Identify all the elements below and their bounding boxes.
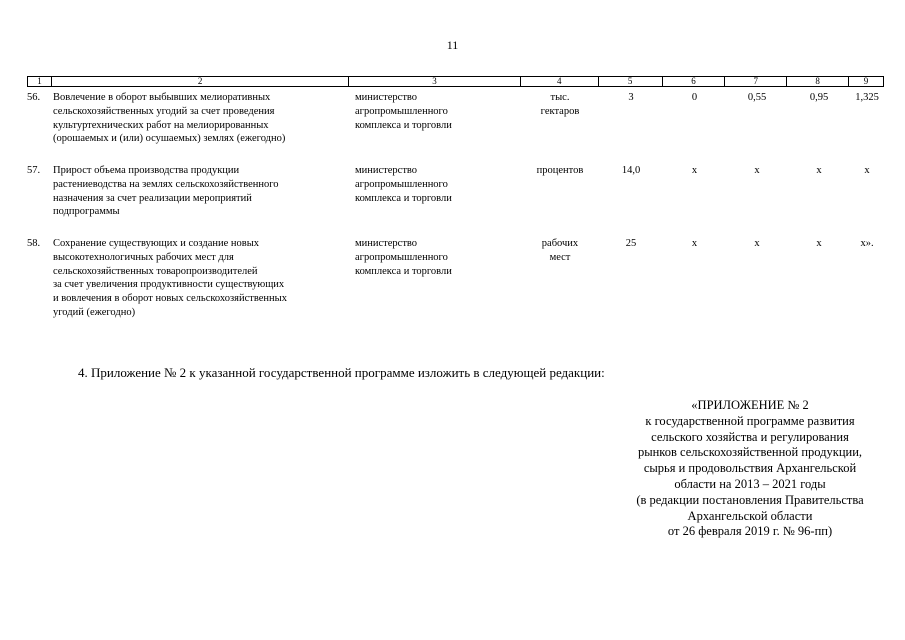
table-row [27,237,884,321]
table-row [27,164,884,219]
appendix-line: (в редакции постановления Правительства [636,492,864,507]
text-line: гектаров [540,105,580,117]
appendix-line: от 26 февраля 2019 г. № 96-пп) [667,524,833,539]
text-line: агропромышленного [355,105,448,117]
text-line: за счет увеличения продуктивности существующих [53,279,285,291]
header-cell: 3 [349,77,521,86]
header-cell: 5 [599,77,663,86]
text-line: подпрограммы [53,206,120,218]
text-line: комплекса и торговли [355,119,452,131]
executor [349,91,521,146]
value-cell: 0,95 [809,92,829,103]
value-cell: х [864,165,870,176]
value-cell: х». [860,238,874,249]
value-cell: х [754,165,760,176]
value-cell: х [754,238,760,249]
text-line: комплекса и торговли [355,192,452,204]
header-cell: 8 [787,77,849,86]
value-cell: 0,55 [747,92,767,103]
row-number: 57. [27,165,41,176]
header-cell: 2 [52,77,349,86]
appendix-line: сырья и продовольствия Архангельской [643,461,857,476]
indicator-name [51,91,349,146]
indicators-table [27,76,884,321]
amendment-paragraph: 4. Приложение № 2 к указанной государственной программе изложить в следующей редакции: [78,365,605,380]
text-line: агропромышленного [355,178,448,190]
value-cell: 1,325 [855,92,879,103]
text-line: сельскохозяйственных товаропроизводителей [53,265,258,277]
text-line: Сохранение существующих и создание новых [53,238,260,249]
header-cell: 6 [663,77,726,86]
text-line: министерство [355,238,418,249]
text-line: угодий (ежегодно) [53,306,136,318]
appendix-heading [600,398,900,540]
text-line: процентов [536,165,584,176]
table-header-row [27,76,884,87]
value-cell: х [691,238,698,249]
text-line: агропромышленного [355,251,448,263]
text-line: и вовлечения в оборот новых сельскохозяйственных [53,293,287,305]
text-line: культуртехнических работ на мелиорированных [53,119,269,131]
text-line: (орошаемых и (или) осушаемых) землях (ежегодно) [53,133,286,145]
value-cell: х [691,165,698,176]
unit [521,237,599,321]
text-line: министерство [355,165,418,176]
appendix-line: Архангельской области [687,508,813,523]
header-cell: 4 [521,77,599,86]
value-cell: 0 [691,92,698,103]
unit [521,91,599,146]
value-cell: 14,0 [621,165,641,176]
text-line: сельскохозяйственных угодий за счет проведения [53,105,275,117]
text-line: министерство [355,92,418,103]
appendix-line: «ПРИЛОЖЕНИЕ № 2 [691,398,809,412]
value-cell: 3 [628,92,634,103]
indicator-name [51,237,349,321]
appendix-line: сельского хозяйства и регулирования [651,429,849,444]
table-row [27,91,884,146]
header-cell: 1 [28,77,52,86]
appendix-line: рынков сельскохозяйственной продукции, [637,445,863,460]
value-cell: 25 [625,238,637,249]
value-cell: х [816,238,822,249]
header-cell: 9 [863,76,869,86]
appendix-line: области на 2013 – 2021 годы [674,476,826,491]
value-cell: х [816,165,822,176]
text-line: растениеводства на землях сельскохозяйственного [53,178,279,190]
text-line: назначения за счет реализации мероприятий [53,192,252,204]
indicator-name [51,164,349,219]
text-line: мест [549,251,571,263]
text-line: тыс. [550,92,570,103]
text-line: комплекса и торговли [355,265,452,277]
executor [349,164,521,219]
text-line: рабочих [541,238,579,249]
header-cell: 7 [725,77,787,86]
row-number: 58. [27,238,41,249]
appendix-line: к государственной программе развития [645,413,855,428]
executor [349,237,521,321]
row-number: 56. [27,92,41,103]
text-line: Вовлечение в оборот выбывших мелиоративных [53,92,271,103]
page-number: 11 [446,38,459,52]
text-line: высокотехнологичных рабочих мест для [53,251,234,263]
unit [521,164,599,219]
text-line: Прирост объема производства продукции [53,165,240,176]
